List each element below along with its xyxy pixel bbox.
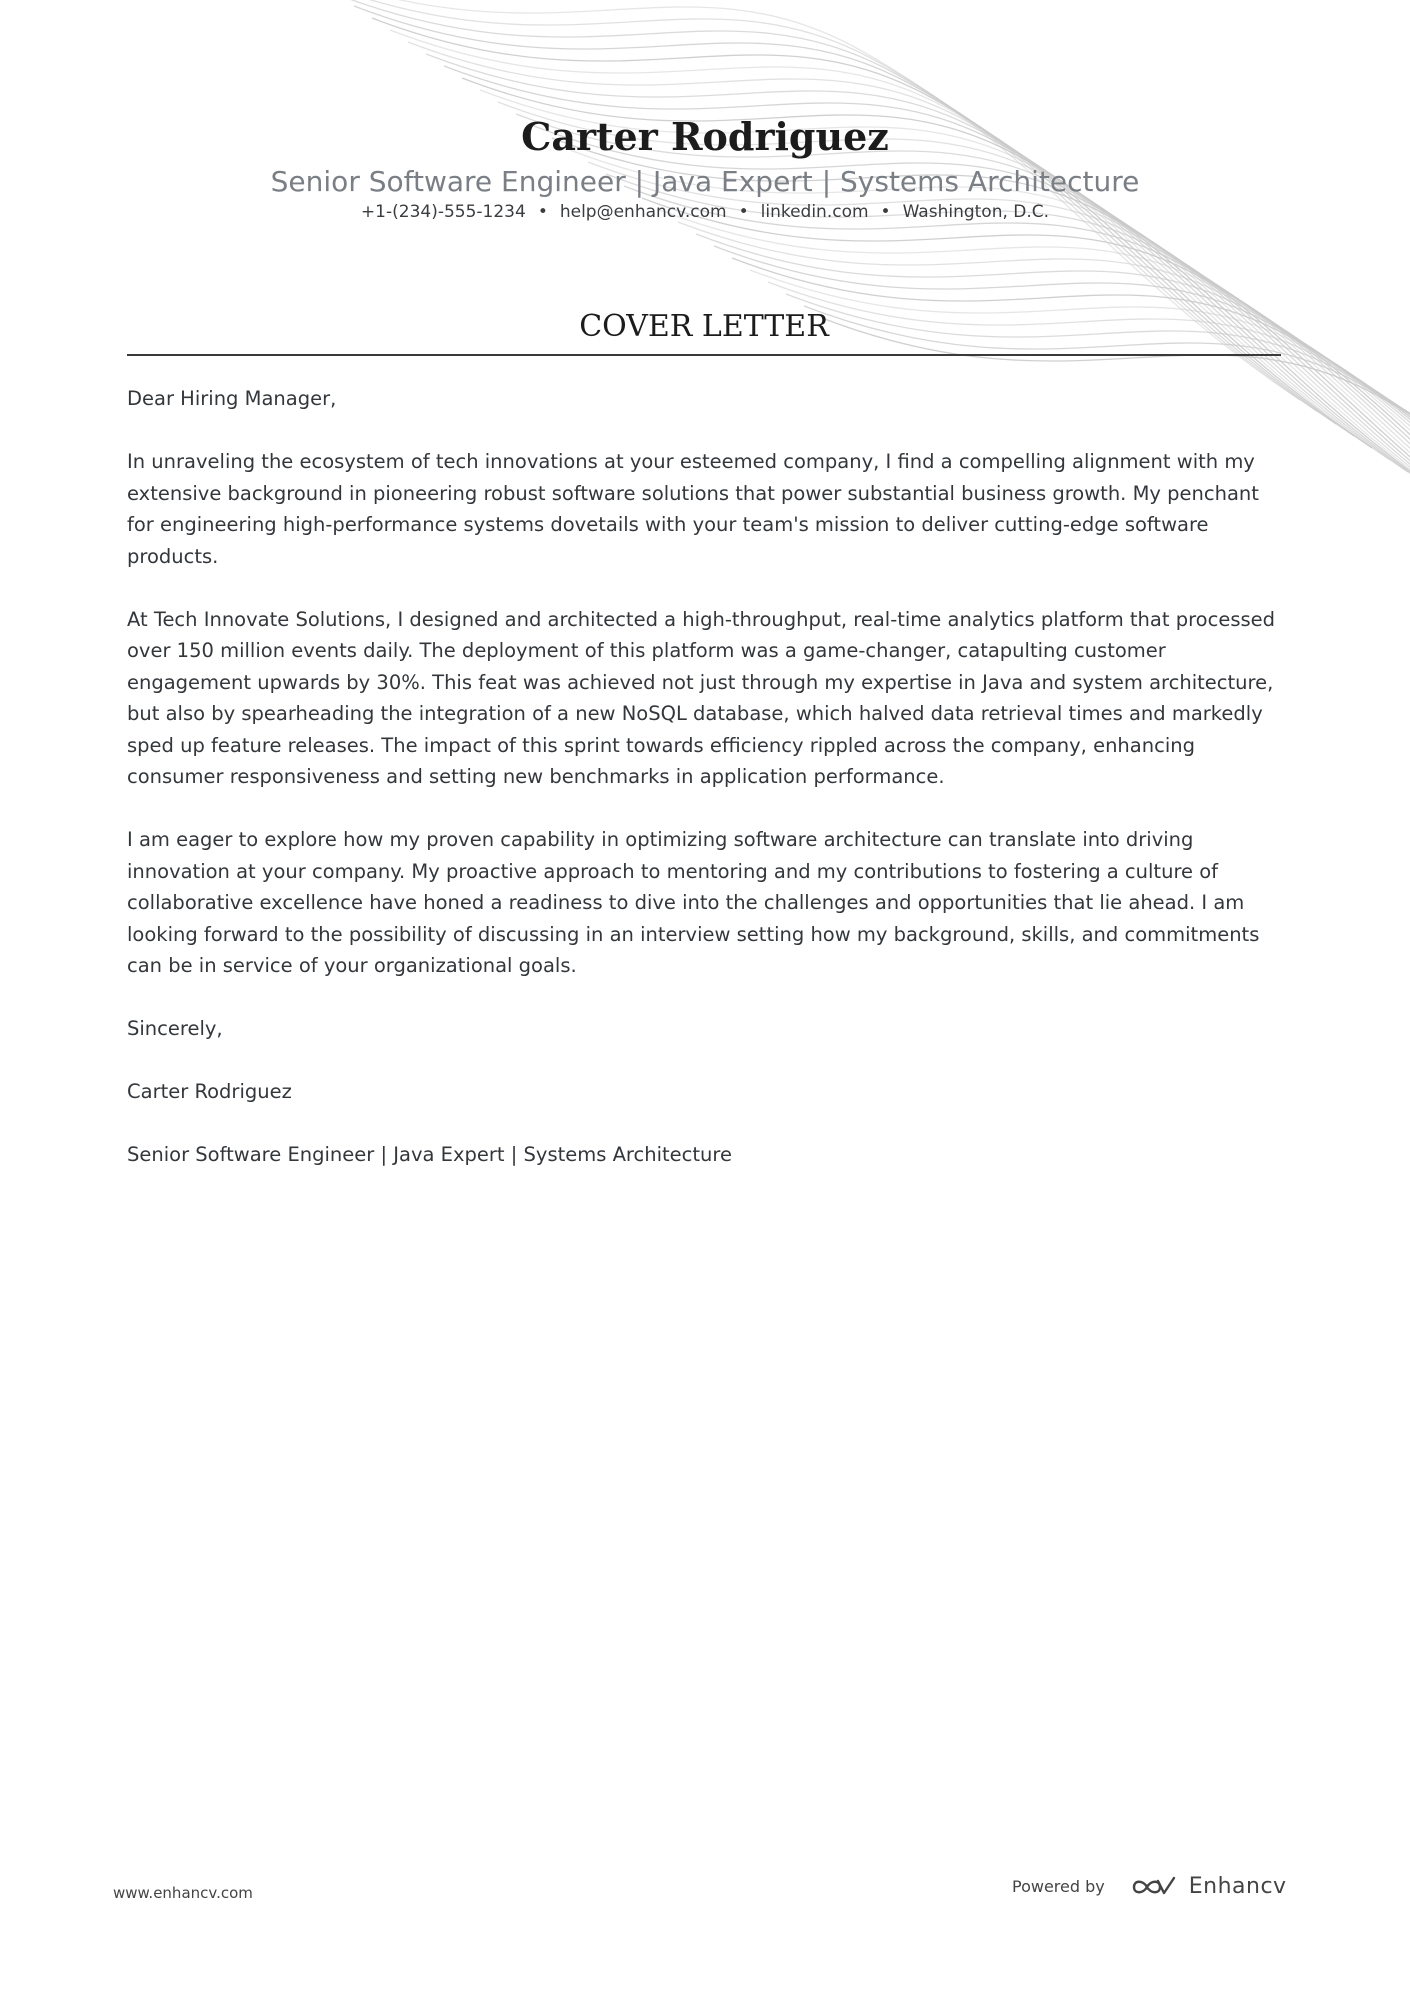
brand-name: Enhancv <box>1188 1874 1287 1899</box>
contact-separator: • <box>537 202 548 222</box>
footer-website: www.enhancv.com <box>113 1884 253 1902</box>
contact-separator: • <box>880 202 891 222</box>
letter-paragraph: In unraveling the ecosystem of tech innovations at your esteemed company, I find a compelling alignment with my extensive background in pioneering robust software solutions that power substantial business growth. My penchant for engineering high-performance systems dovetails with your team's mission to deliver cutting-edge software products. <box>127 450 1259 568</box>
section-divider <box>127 354 1281 356</box>
signature-name: Carter Rodriguez <box>127 1080 292 1103</box>
contact-phone: +1-(234)-555-1234 <box>360 202 526 222</box>
contact-info <box>0 200 1410 224</box>
contact-linkedin: linkedin.com <box>760 202 869 222</box>
page-header <box>0 112 1410 224</box>
enhancv-logo-icon <box>1131 1875 1177 1899</box>
letter-paragraph: I am eager to explore how my proven capability in optimizing software architecture can translate into driving innovation at your company. My proactive approach to mentoring and my contributions to fostering a culture of collaborative excellence have honed a readiness to dive into the challenges and opportunities that lie ahead. I am looking forward to the possibility of discussing in an interview setting how my background, skills, and commitments can be in service of your organizational goals. <box>127 828 1260 977</box>
letter-salutation: Dear Hiring Manager, <box>127 387 337 410</box>
letter-paragraph: At Tech Innovate Solutions, I designed and architected a high-throughput, real-time analytics platform that processed over 150 million events daily. The deployment of this platform was a game-changer, catapulting customer engagement upwards by 30%. This feat was achieved not just through my expertise in Java and system architecture, but also by spearheading the integration of a new NoSQL database, which halved data retrieval times and markedly sped up feature releases. The impact of this sprint towards efficiency rippled across the company, enhancing consumer responsiveness and setting new benchmarks in application performance. <box>127 607 1276 788</box>
letter-body <box>127 383 1287 1202</box>
candidate-subtitle: Senior Software Engineer | Java Expert | Systems Architecture <box>270 165 1140 198</box>
signature-title: Senior Software Engineer | Java Expert | Systems Architecture <box>127 1143 732 1166</box>
footer-branding <box>1012 1874 1287 1899</box>
powered-by-label: Powered by <box>1012 1877 1105 1896</box>
contact-location: Washington, D.C. <box>902 202 1050 222</box>
letter-closing: Sincerely, <box>127 1017 223 1040</box>
section-title: COVER LETTER <box>579 309 829 344</box>
contact-email: help@enhancv.com <box>559 202 727 222</box>
contact-separator: • <box>738 202 749 222</box>
candidate-name: Carter Rodriguez <box>521 114 889 159</box>
